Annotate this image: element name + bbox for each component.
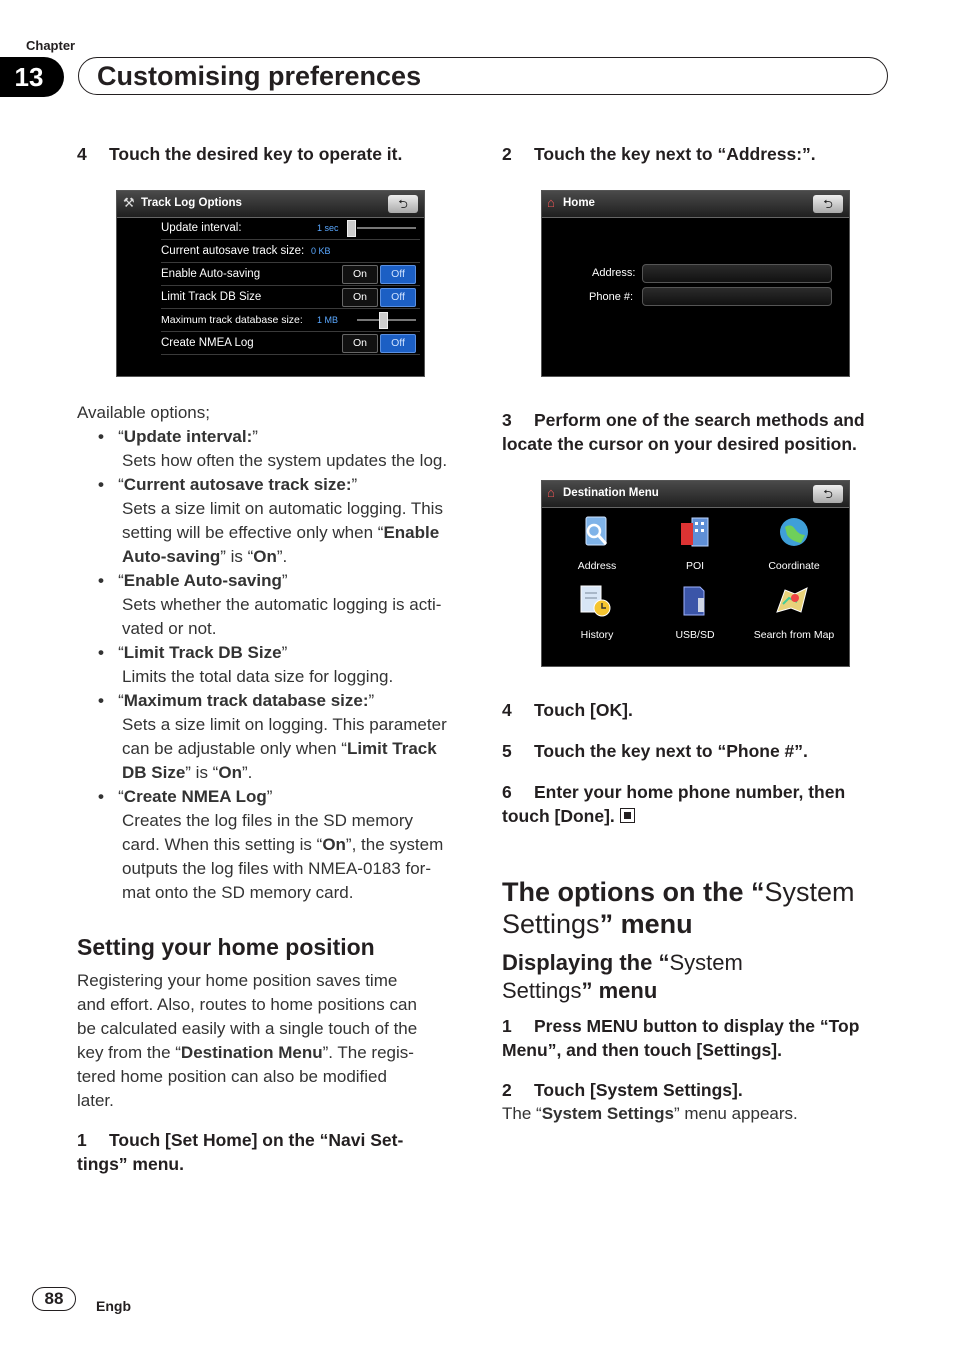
system-step-1: 1 Press MENU button to display the “Top Menu”, and then touch [Settings]. [502, 1016, 860, 1060]
poi-icon[interactable] [678, 515, 712, 549]
back-button[interactable] [813, 195, 843, 213]
option-value: 1 MB [317, 315, 339, 325]
menu-item-usb-sd[interactable]: USB/SD [675, 629, 715, 641]
option-item: • “Current autosave track size:” [98, 475, 358, 494]
option-row-limit-db-size [161, 286, 420, 309]
subheading-displaying-system-settings: Displaying the “System Settings” menu [502, 950, 743, 1003]
screen-title: Destination Menu [563, 487, 659, 499]
option-row-max-db-size[interactable] [161, 309, 420, 332]
home-icon: ⌂ [547, 195, 555, 210]
slider-knob[interactable] [379, 312, 388, 329]
option-item: • “Limit Track DB Size” [98, 643, 288, 662]
history-icon[interactable] [578, 584, 612, 618]
end-mark-icon [620, 808, 635, 823]
phone-field[interactable] [642, 287, 832, 306]
option-label: Create NMEA Log [161, 337, 254, 349]
on-button[interactable]: On [342, 265, 378, 284]
option-row-autosave-size [161, 240, 420, 263]
coordinate-icon[interactable] [777, 515, 811, 549]
screen-title-bar [117, 191, 424, 218]
page-number: 88 [32, 1287, 76, 1311]
phone-label: Phone #: [589, 291, 634, 303]
option-item: • “Maximum track database size:” [98, 691, 375, 710]
step-4-ok: 4 Touch [OK]. [502, 700, 633, 720]
screen-title: Home [563, 197, 595, 209]
option-label: Limit Track DB Size [161, 291, 262, 303]
screen-title-bar [542, 481, 849, 508]
back-arrow-icon: ⮌ [823, 197, 833, 211]
menu-item-poi[interactable]: POI [685, 560, 705, 572]
option-value: 0 KB [311, 246, 331, 256]
menu-item-search-from-map[interactable]: Search from Map [753, 629, 835, 641]
option-item: • “Enable Auto-saving” [98, 571, 288, 590]
option-description: Creates the log files in the SD memory card. When this setting is “On”, the system outputs the log files with NMEA-0183 for- mat onto the SD memory card. [122, 811, 444, 902]
back-button[interactable] [388, 195, 418, 213]
option-label: Enable Auto-saving [161, 268, 261, 280]
option-description: Sets whether the automatic logging is acti- vated or not. [122, 595, 442, 638]
menu-item-address[interactable]: Address [577, 560, 617, 572]
search-from-map-icon[interactable] [775, 584, 809, 618]
home-position-paragraph: Registering your home position saves time and effort. Also, routes to home positions can be calculated easily with a single touch of the key from the “Destination Menu”. The regis- tered home position can also be modified later. [77, 971, 418, 1110]
option-label: Current autosave track size: [161, 245, 305, 257]
option-label: Maximum track database size: [161, 314, 303, 326]
address-field[interactable] [642, 264, 832, 283]
option-item: • “Update interval:” [98, 427, 258, 446]
section-heading-home-position: Setting your home position [77, 934, 375, 960]
step-5-phone: 5 Touch the key next to “Phone #”. [502, 741, 808, 761]
option-description: Sets how often the system updates the log. [122, 451, 448, 470]
screen-title: Track Log Options [141, 197, 242, 209]
option-description: Limits the total data size for logging. [122, 667, 394, 686]
step-6-enter-phone: 6 Enter your home phone number, then touch [Done]. [502, 782, 846, 826]
option-row-enable-autosaving [161, 263, 420, 286]
menu-item-coordinate[interactable]: Coordinate [768, 560, 820, 572]
available-options-label: Available options; [77, 403, 210, 422]
section-heading-system-settings: The options on the “System Settings” menu [502, 877, 855, 939]
slider-knob[interactable] [347, 220, 356, 237]
option-description: Sets a size limit on automatic logging. This setting will be effective only when “Enable Auto-saving” is “On”. [122, 499, 443, 566]
chapter-label: Chapter [26, 38, 76, 53]
address-icon[interactable] [580, 515, 614, 549]
off-button[interactable]: Off [380, 334, 416, 353]
menu-item-history[interactable]: History [580, 629, 614, 641]
system-step-2: 2 Touch [System Settings]. [502, 1080, 743, 1100]
off-button[interactable]: Off [380, 265, 416, 284]
usb-sd-icon[interactable] [678, 584, 712, 618]
home-icon: ⌂ [547, 485, 555, 500]
step-4-left: 4 Touch the desired key to operate it. [77, 144, 403, 164]
option-value: 1 sec [317, 223, 339, 233]
back-button[interactable] [813, 485, 843, 503]
option-row-create-nmea-log [161, 332, 420, 355]
system-step-2-description: The “System Settings” menu appears. [502, 1104, 798, 1123]
chapter-number: 13 [0, 57, 64, 97]
step-1-set-home: 1 Touch [Set Home] on the “Navi Set- tings” menu. [77, 1130, 404, 1174]
on-button[interactable]: On [342, 288, 378, 307]
option-item: • “Create NMEA Log” [98, 787, 273, 806]
destination-menu-screenshot [541, 480, 850, 667]
tools-icon: ⚒ [123, 195, 135, 210]
address-label: Address: [592, 267, 636, 279]
step-2-address: 2 Touch the key next to “Address:”. [502, 144, 816, 164]
on-button[interactable]: On [342, 334, 378, 353]
slider-track[interactable] [357, 227, 416, 229]
screen-title-bar [542, 191, 849, 218]
track-log-screenshot [116, 190, 425, 377]
step-3-search: 3 Perform one of the search methods and locate the cursor on your desired position. [502, 410, 865, 454]
off-button[interactable]: Off [380, 288, 416, 307]
back-arrow-icon: ⮌ [823, 487, 833, 501]
option-label: Update interval: [161, 222, 242, 234]
chapter-title: Customising preferences [97, 61, 422, 91]
language-code: Engb [96, 1298, 131, 1314]
option-row-update-interval[interactable] [161, 217, 420, 240]
back-arrow-icon: ⮌ [398, 197, 408, 211]
option-description: Sets a size limit on logging. This parameter can be adjustable only when “Limit Track DB Size” is “On”. [122, 715, 447, 782]
home-screenshot [541, 190, 850, 377]
options-list [98, 425, 468, 905]
